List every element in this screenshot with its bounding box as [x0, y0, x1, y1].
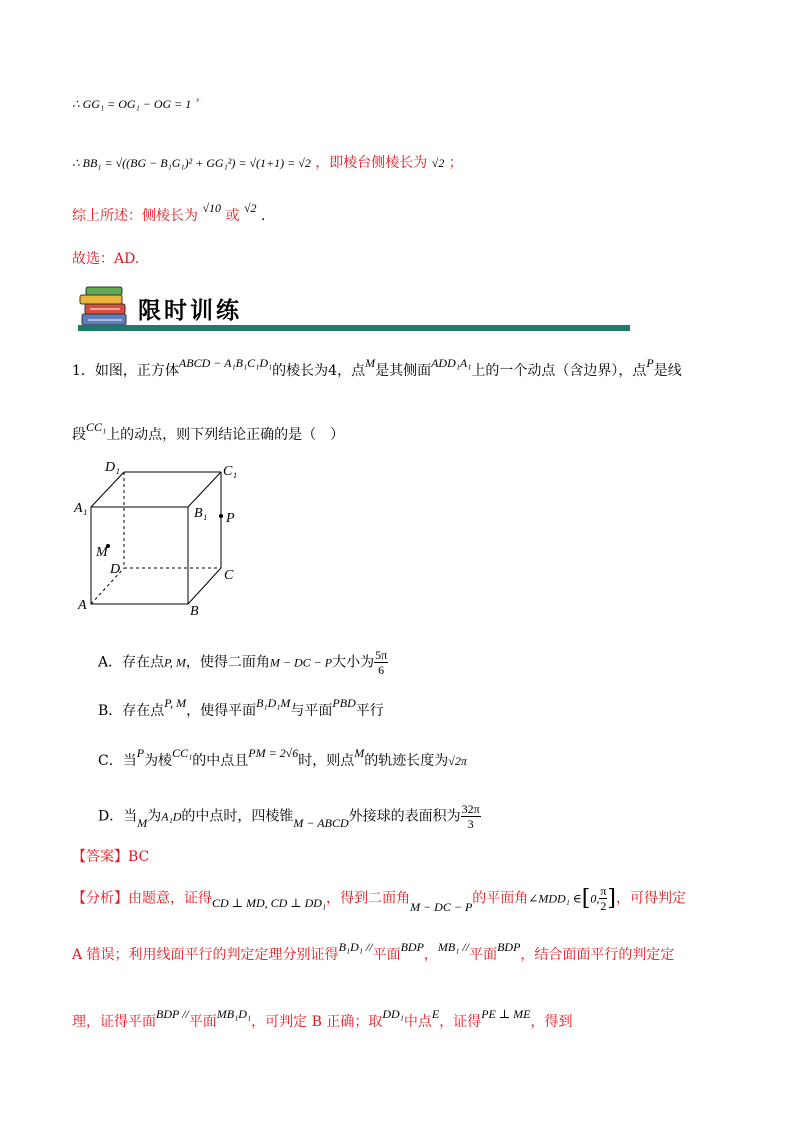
text: 的轨迹长度为: [364, 753, 449, 769]
math-expr: P, M: [164, 655, 186, 670]
text: 是线: [653, 363, 682, 379]
label-d1: D₁: [105, 460, 120, 475]
math-expr: E: [431, 1007, 440, 1021]
math-expr: PE ⊥ ME: [481, 1007, 531, 1021]
text: 大小为: [332, 654, 375, 671]
text: D．当: [98, 808, 138, 825]
point-p: [219, 514, 223, 518]
math-expr: BDP: [497, 940, 521, 954]
edge-bc: [188, 568, 221, 604]
text: 外接球的表面积为: [348, 808, 461, 825]
text: B．存在点: [98, 703, 165, 719]
text: 平面: [188, 1014, 217, 1030]
math-expr: P: [136, 746, 145, 760]
math-expr: √10: [202, 201, 222, 215]
solution-line-4: 故选：AD.: [72, 251, 140, 267]
text: 理，证得平面: [72, 1014, 156, 1030]
option-d: [98, 802, 481, 831]
math-expr: BDP //: [156, 1007, 189, 1021]
text: 上的一个动点（含边界），点: [471, 363, 647, 379]
analysis-line-3: [72, 1007, 573, 1031]
math-expr: ∠MDD₁ ∈: [528, 891, 582, 906]
option-c: [98, 746, 467, 770]
math-expr: P: [646, 356, 654, 370]
solution-line-2: [72, 152, 463, 172]
math-expr: PBD: [332, 696, 356, 710]
text: 【分析】由题意，证得: [72, 890, 212, 907]
math-expr: DD₁: [382, 1007, 404, 1021]
text: 为棱: [144, 753, 173, 769]
denominator: 3: [467, 817, 474, 831]
label-d: D: [110, 562, 121, 577]
denominator: 6: [378, 663, 385, 677]
text: 的中点时，四棱锥: [181, 808, 294, 825]
math-expr: A₁D: [161, 809, 182, 824]
punct: ,: [195, 88, 201, 104]
math-expr: B₁D₁ //: [338, 940, 373, 954]
text: 上的动点，则下列结论正确的是（ ）: [106, 427, 345, 443]
text: 平行: [355, 703, 384, 719]
question-line-1: [72, 356, 682, 380]
analysis-line-1: [72, 884, 686, 913]
math-expr: CD ⊥ MD, CD ⊥ DD₁: [212, 895, 327, 910]
math-expr: √2π: [448, 754, 467, 768]
analysis-line-2: [72, 940, 675, 964]
math-expr: M − DC − P: [269, 655, 333, 670]
text: A 错误；利用线面平行的判定定理分别证得: [72, 947, 339, 963]
math-expr: PM = 2√6: [248, 746, 299, 760]
numerator: 5π: [375, 648, 388, 662]
text: ，使得二面角: [185, 654, 270, 671]
label-b: B: [190, 604, 199, 619]
edge-b1c1: [188, 472, 221, 507]
math-expr: 0,: [590, 891, 600, 906]
option-a: [98, 648, 388, 677]
numerator: 32π: [461, 802, 480, 816]
text: 段: [72, 427, 86, 443]
bracket: [: [581, 886, 591, 911]
label-m: M: [96, 545, 108, 560]
text: 的棱长为4，点: [272, 363, 366, 379]
label-p: P: [226, 511, 235, 526]
answer-line: 【答案】BC: [72, 849, 150, 865]
text: 或: [225, 208, 240, 224]
label-b1: B₁: [194, 506, 208, 521]
label-c1: C₁: [223, 464, 238, 479]
math-expr: M: [354, 746, 365, 760]
math-expr: MB₁D₁: [216, 1007, 252, 1021]
math-expr: BDP: [400, 940, 424, 954]
solution-line-1: [72, 88, 201, 112]
math-expr: B₁D₁M: [256, 696, 291, 710]
text: 平面: [372, 947, 401, 963]
text: 1．如图，正方体: [72, 363, 179, 379]
text: 时，则点: [298, 753, 355, 769]
math-expr: √2: [431, 156, 445, 170]
text: ，使得平面: [186, 703, 257, 719]
question-line-2: [72, 420, 345, 444]
punct: .: [261, 208, 266, 224]
text: 是其侧面: [375, 363, 432, 379]
text: ，: [423, 947, 438, 963]
solution-line-3: [72, 201, 266, 225]
section-banner: [78, 284, 630, 336]
math-expr: M − ABCD: [293, 815, 349, 830]
text: ，可得判定: [615, 890, 686, 907]
text: ，结合面面平行的判定定: [520, 947, 675, 963]
math-expr: P, M: [164, 696, 187, 710]
math-expr: ABCD − A₁B₁C₁D₁: [178, 356, 273, 370]
fraction: [374, 648, 388, 677]
math-expr: ∴ GG₁ = OG₁ − OG = 1: [72, 97, 192, 111]
text: 平面: [469, 947, 498, 963]
text: A．存在点: [98, 654, 165, 671]
banner-bar: [78, 325, 630, 331]
text: C．当: [98, 753, 137, 769]
label-a1: A₁: [74, 501, 88, 516]
text: 为: [147, 808, 162, 825]
edge-a1d1: [91, 472, 124, 507]
math-expr: CC₁: [86, 420, 107, 434]
math-expr: MB₁ //: [437, 940, 470, 954]
text: ，即棱台侧棱长为: [315, 155, 428, 171]
math-expr: √2: [243, 201, 257, 215]
bracket: ]: [607, 886, 616, 911]
numerator: π: [600, 884, 607, 898]
cube-figure: [72, 455, 252, 620]
books-icon: [78, 284, 130, 330]
text: 的平面角: [472, 890, 529, 907]
text: 综上所述：侧棱长为: [72, 208, 198, 224]
text: 的中点且: [192, 753, 249, 769]
text: ，得到: [530, 1014, 573, 1030]
math-expr: ∴ BB₁ = √((BG − B₁G₁)² + GG₁²) = √(1+1) = √2: [72, 156, 311, 170]
text: ，可判定 B 正确；取: [251, 1014, 383, 1030]
label-a: A: [78, 598, 87, 613]
section-title: 限时训练: [138, 298, 242, 324]
math-expr: CC₁: [172, 746, 193, 760]
denominator: 2: [600, 899, 607, 913]
math-expr: M: [137, 815, 148, 830]
punct: ；: [448, 155, 463, 171]
math-expr: ADD₁A₁: [431, 356, 472, 370]
text: ，得到二面角: [326, 890, 411, 907]
option-b: [98, 696, 384, 720]
fraction: [461, 802, 481, 831]
text: 中点: [403, 1014, 432, 1030]
math-expr: M − DC − P: [410, 899, 473, 914]
text: 与平面: [290, 703, 333, 719]
math-expr: M: [365, 356, 376, 370]
label-c: C: [224, 568, 234, 583]
text: ，证得: [439, 1014, 482, 1030]
